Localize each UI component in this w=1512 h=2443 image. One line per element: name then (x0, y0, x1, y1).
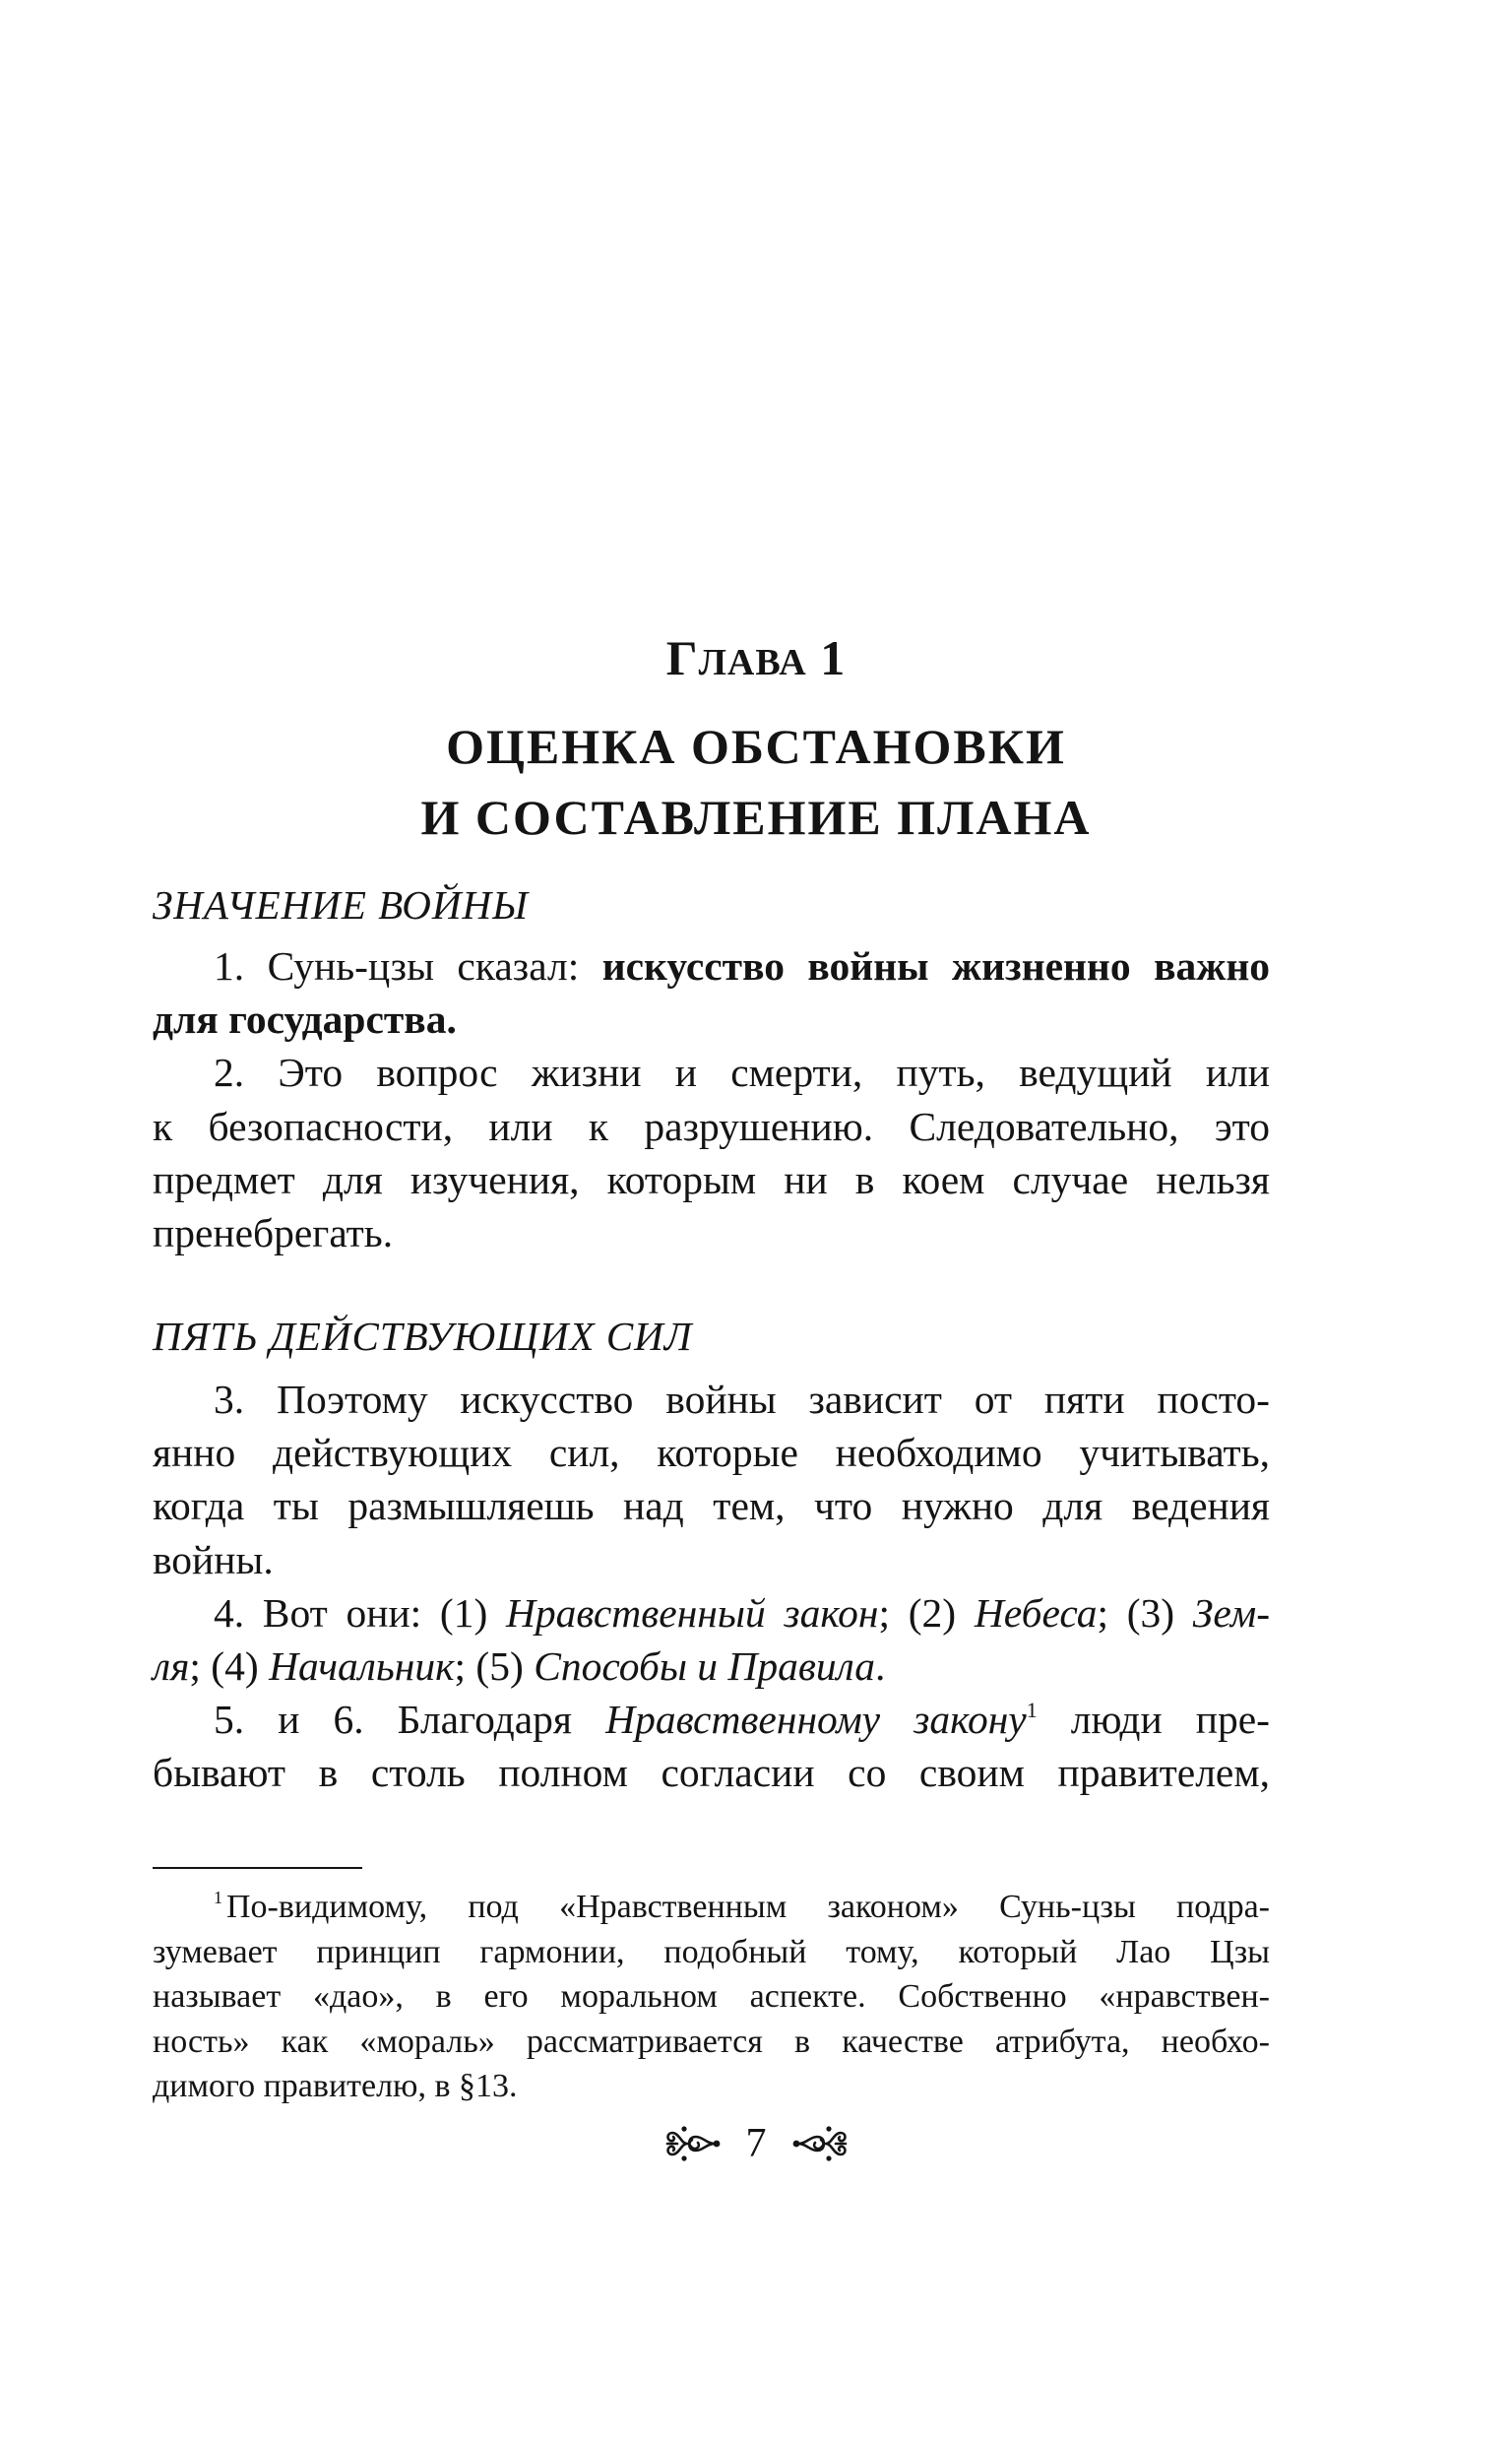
text-run: ; (5) (454, 1643, 535, 1690)
text-line: предмет для изучения, которым ни в коем случае нельзя (153, 1156, 1270, 1202)
text-line: к безопасности, или к разрушению. Следовательно, это (153, 1103, 1270, 1149)
footnote-line: ность» как «мораль» рассматривается в качестве атрибута, необхо- (153, 2023, 1270, 2060)
text-line (153, 1586, 1270, 1639)
italic-run: Нравственный закон (505, 1589, 879, 1636)
text-line: 3. Поэтому искусство войны зависит от пяти посто- (214, 1377, 1270, 1422)
footnote-reference[interactable]: 1 (1026, 1698, 1038, 1723)
chapter-label-rest: ЛАВА (698, 642, 807, 683)
fleuron-icon (663, 2121, 721, 2166)
text-run: 1. Сунь-цзы сказал: (214, 943, 602, 989)
text-line (153, 1639, 1270, 1693)
text-line (153, 939, 1270, 993)
italic-run: Небеса (974, 1589, 1098, 1636)
italic-run: Нравственному закону (605, 1697, 1027, 1743)
italic-run: ля (153, 1643, 190, 1690)
text-run: . (875, 1643, 886, 1690)
section-body (153, 939, 1270, 1259)
italic-run: Начальник (269, 1643, 455, 1690)
footnote-line: зумевает принцип гармонии, подобный тому, который Лао Цзы (153, 1933, 1270, 1970)
footnote-line: называет «дао», в его моральном аспекте. Собственно «нравствен- (153, 1978, 1270, 2015)
text-line: 2. Это вопрос жизни и смерти, путь, ведущий или (214, 1050, 1270, 1096)
bold-run: для государства. (153, 996, 457, 1043)
chapter-label (0, 628, 1512, 692)
text-run: ; (4) (189, 1643, 270, 1690)
text-run: 5. и 6. Благодаря (214, 1697, 606, 1743)
page-number: 7 (745, 2121, 767, 2166)
chapter-title-line: ОЦЕНКА ОБСТАНОВКИ (446, 719, 1066, 774)
section-heading: ЗНАЧЕНИЕ ВОЙНЫ (153, 882, 529, 928)
chapter-title-line: И СОСТАВЛЕНИЕ ПЛАНА (420, 790, 1092, 845)
section-body (153, 1373, 1270, 1800)
text-line (153, 1693, 1270, 1746)
italic-run: Способы и Правила (534, 1643, 876, 1690)
text-run: 4. Вот они: (1) (214, 1589, 506, 1636)
text-line (153, 993, 1270, 1046)
text-line: войны. (153, 1536, 274, 1582)
footnote (153, 1885, 1270, 2109)
italic-run: Зем- (1192, 1589, 1271, 1636)
section-heading: ПЯТЬ ДЕЙСТВУЮЩИХ СИЛ (153, 1314, 693, 1359)
chapter-label-cap: Г (665, 630, 699, 685)
footnote-line (153, 1885, 1270, 1930)
text-line: бывают в столь полном согласии со своим правителем, (153, 1750, 1270, 1796)
text-run: По-видимому, под «Нравственным законом» Сунь-цзы подра- (226, 1889, 1270, 1925)
page-footer (0, 2109, 1512, 2178)
chapter-number: 1 (820, 630, 847, 685)
text-run: ; (3) (1097, 1589, 1193, 1636)
text-run: ; (2) (878, 1589, 975, 1636)
text-line: янно действующих сил, которые необходимо учитывать, (153, 1430, 1270, 1476)
text-line: когда ты размышляешь над тем, что нужно для ведения (153, 1483, 1270, 1529)
text-run: люди пре- (1037, 1697, 1270, 1743)
footnote-line: димого правителю, в §13. (153, 2068, 518, 2104)
text-line: пренебрегать. (153, 1210, 394, 1256)
footnote-marker: 1 (214, 1888, 222, 1907)
footnote-divider (153, 1867, 362, 1869)
fleuron-icon (792, 2121, 850, 2166)
bold-run: искусство войны жизненно важно (601, 943, 1270, 989)
chapter-title (0, 711, 1512, 853)
